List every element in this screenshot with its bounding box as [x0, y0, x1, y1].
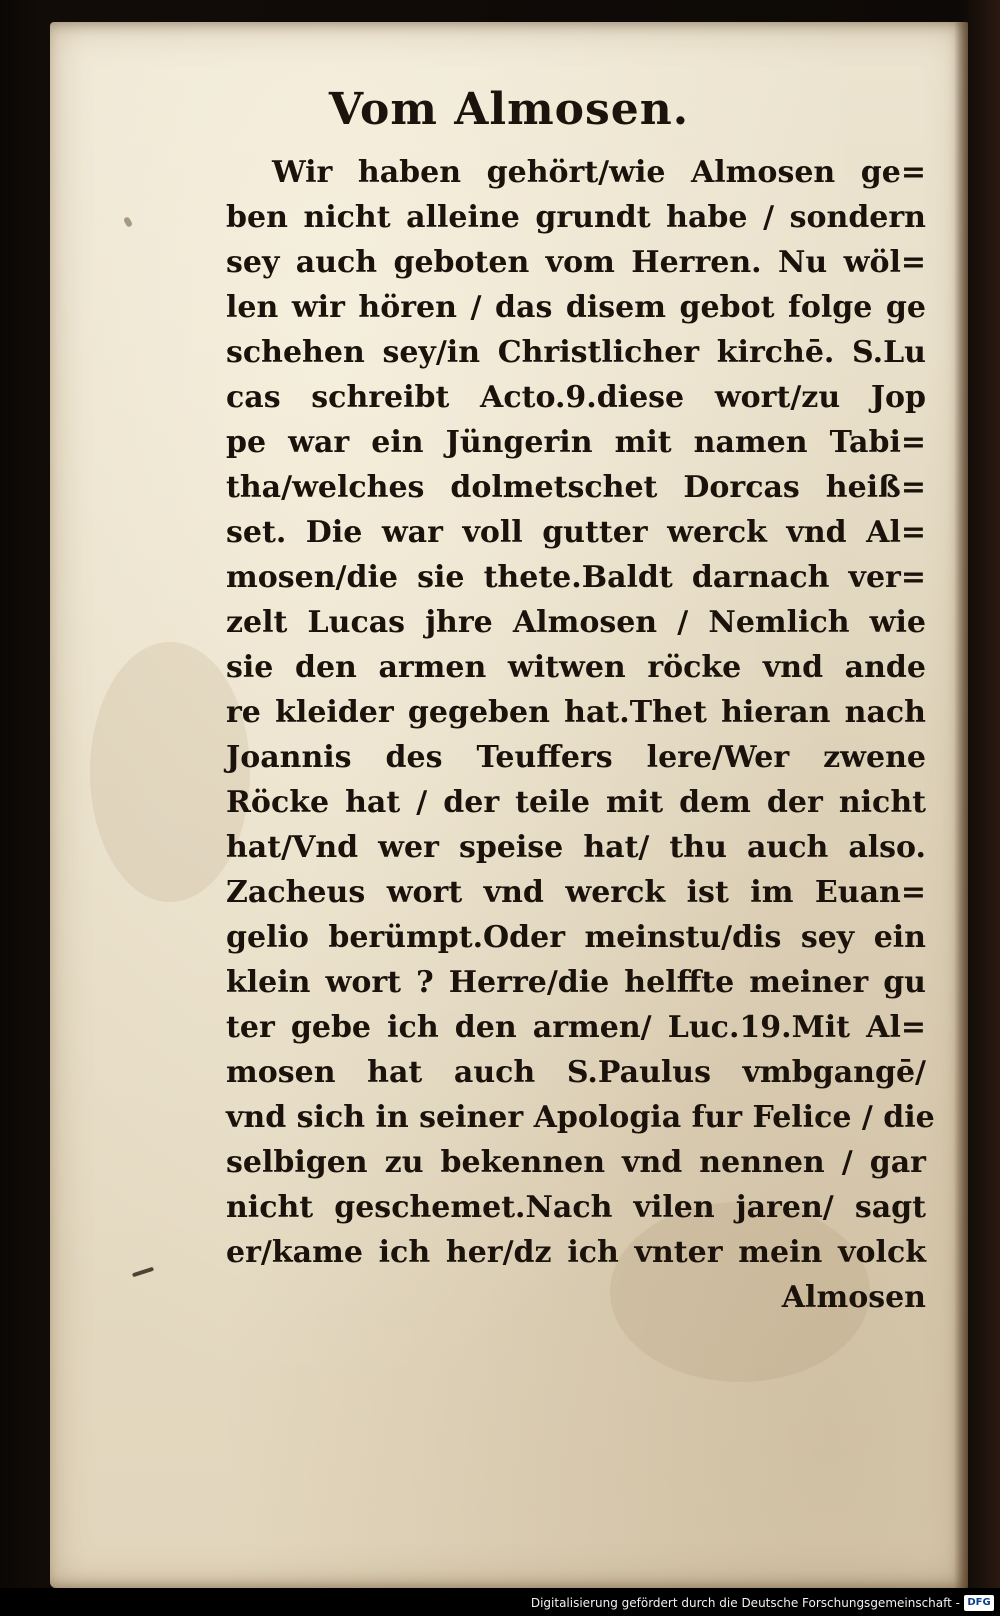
catchword: Almosen	[781, 1280, 926, 1315]
text-line: schehen sey/in Christlicher kirchē. S.Lu	[226, 335, 926, 370]
text-line: len wir hören / das disem gebot folge ge	[226, 290, 926, 325]
text-line: mosen hat auch S.Paulus vmbgangē/	[226, 1055, 926, 1090]
text-line: re kleider gegeben hat.Thet hieran nach	[226, 695, 926, 730]
text-line: Joannis des Teuffers lere/Wer zwene	[226, 740, 926, 775]
text-line: selbigen zu bekennen vnd nennen / gar	[226, 1145, 926, 1180]
page-spine-edge	[954, 22, 968, 1588]
text-line: nicht geschemet.Nach vilen jaren/ sagt	[226, 1190, 926, 1225]
text-line: Wir haben gehört/wie Almosen ge=	[272, 155, 926, 190]
text-line: Zacheus wort vnd werck ist im Euan=	[226, 875, 926, 910]
text-line: vnd sich in seiner Apologia fur Felice / die	[226, 1100, 935, 1135]
text-line: zelt Lucas jhre Almosen / Nemlich wie	[226, 605, 926, 640]
text-line: ter gebe ich den armen/ Luc.19.Mit Al=	[226, 1010, 926, 1045]
text-line: hat/Vnd wer speise hat/ thu auch also.	[226, 830, 926, 865]
book-page	[50, 22, 968, 1588]
text-line: sie den armen witwen röcke vnd ande	[226, 650, 926, 685]
page-heading: Vom Almosen.	[328, 84, 690, 135]
text-line: er/kame ich her/dz ich vnter mein volck	[226, 1235, 926, 1270]
digitization-credit: Digitalisierung gefördert durch die Deutsche Forschungsgemeinschaft -	[530, 1596, 960, 1610]
text-line: klein wort ? Herre/die helffte meiner gu	[226, 965, 926, 1000]
text-line: ben nicht alleine grundt habe / sondern	[226, 200, 926, 235]
text-line: gelio berümpt.Oder meinstu/dis sey ein	[226, 920, 926, 955]
text-line: tha/welches dolmetschet Dorcas heiß=	[226, 470, 926, 505]
dfg-logo: DFG	[964, 1595, 994, 1611]
text-line: pe war ein Jüngerin mit namen Tabi=	[226, 425, 926, 460]
text-line: cas schreibt Acto.9.diese wort/zu Jop	[226, 380, 926, 415]
text-line: sey auch geboten vom Herren. Nu wöl=	[226, 245, 926, 280]
text-line: set. Die war voll gutter werck vnd Al=	[226, 515, 926, 550]
ink-spot	[123, 216, 133, 228]
text-line: mosen/die sie thete.Baldt darnach ver=	[226, 560, 926, 595]
text-line: Röcke hat / der teile mit dem der nicht	[226, 785, 926, 820]
body-text	[226, 150, 935, 1320]
